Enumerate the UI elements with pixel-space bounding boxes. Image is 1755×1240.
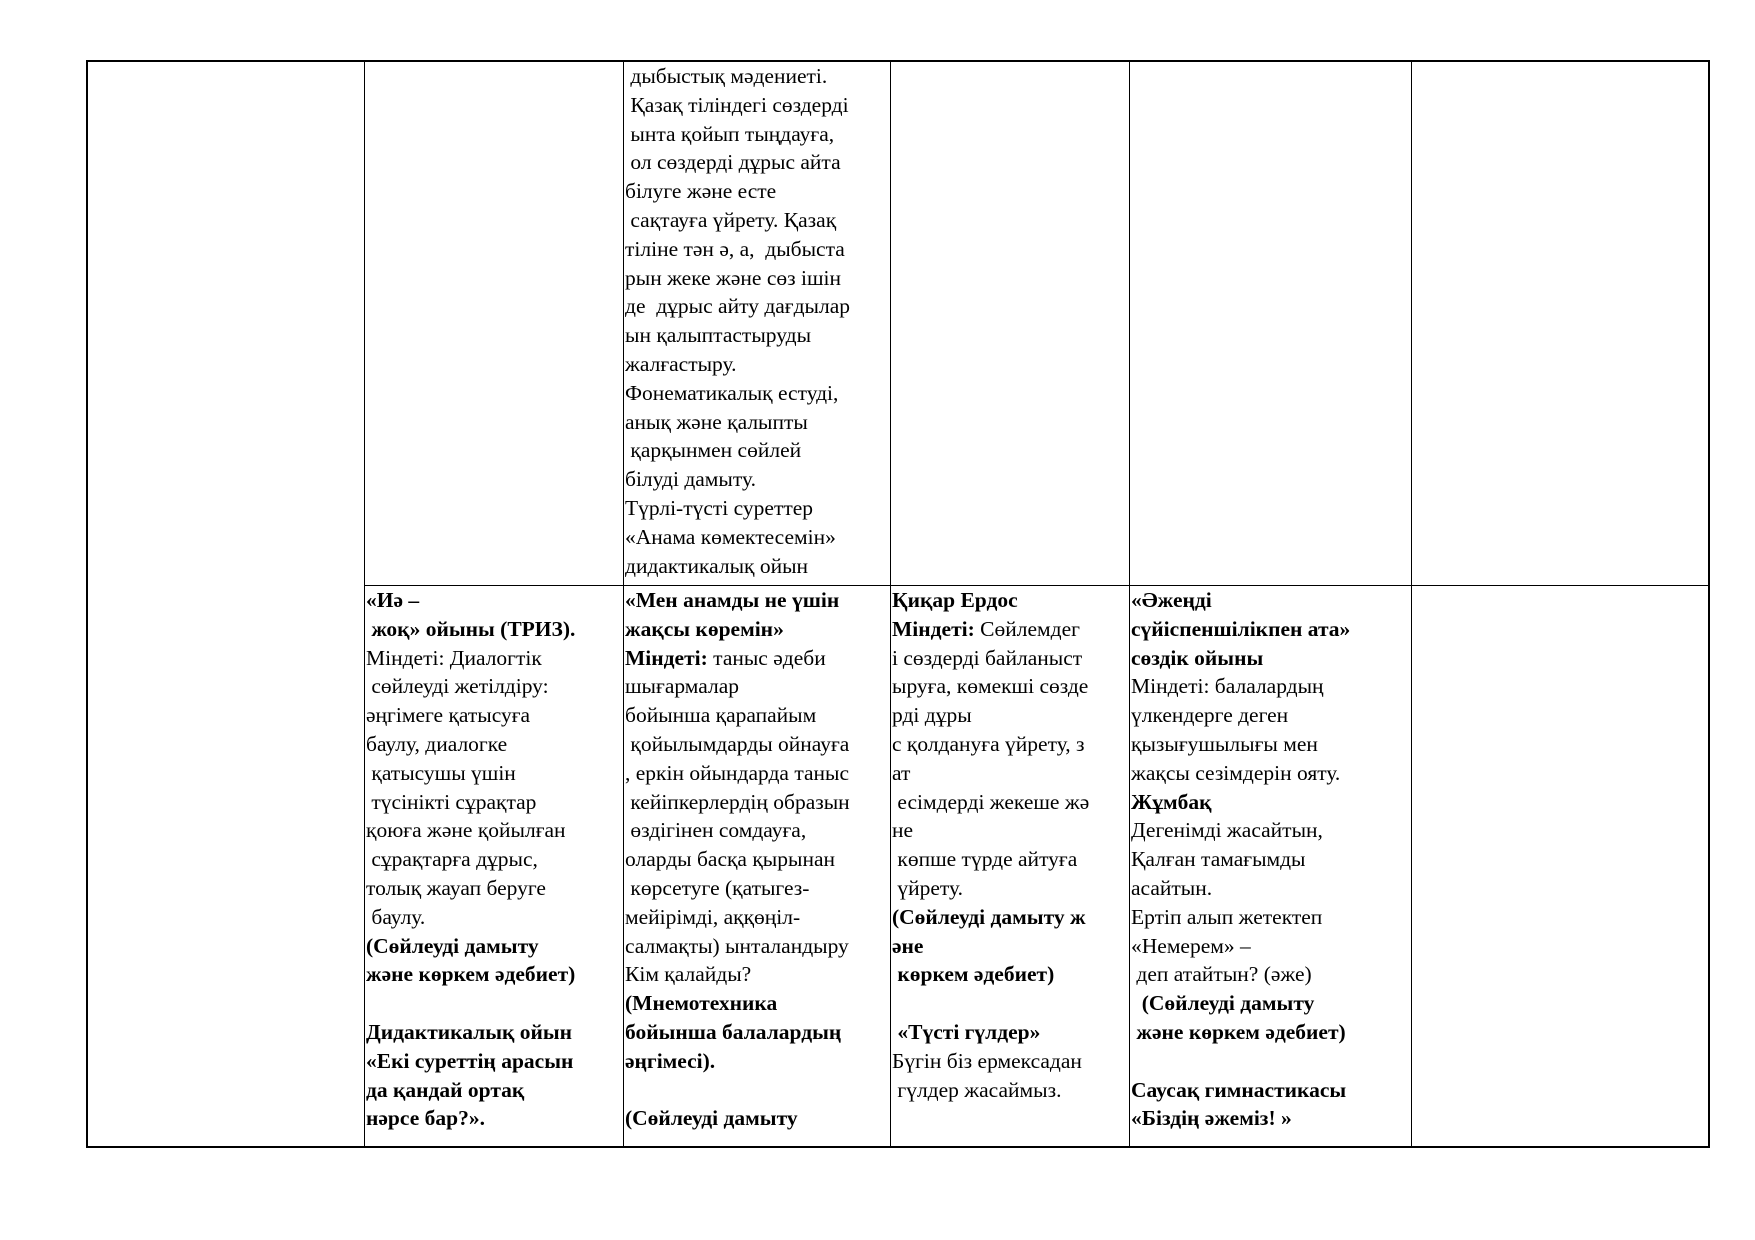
text-line [892, 1018, 1129, 1047]
text-line [892, 845, 1129, 874]
text-line [1131, 759, 1411, 788]
text: Қазақ тіліндегі сөздерді [625, 92, 849, 117]
text-line [1131, 903, 1411, 932]
bold-text: жоқ» ойыны (ТРИЗ). [366, 616, 576, 641]
text-line [892, 730, 1129, 759]
text: де дұрыс айту дағдылар [625, 294, 851, 319]
text-line [366, 1018, 623, 1047]
bold-text: (Сөйлеуді дамыту [366, 933, 539, 958]
text: Кім қалайды? [625, 962, 752, 987]
text-line [1131, 672, 1411, 701]
text-line [625, 350, 890, 379]
bold-text: «Біздің әжеміз! » [1131, 1106, 1292, 1131]
text: кейіпкерлердің образын [625, 789, 850, 814]
schedule-table [86, 60, 1710, 1148]
text-line [892, 586, 1129, 615]
text-line [625, 672, 890, 701]
text: жақсы сезімдерін ояту. [1131, 760, 1341, 785]
text: жалғастыру. [625, 351, 737, 376]
text: Фонематикалық естуді, [625, 380, 839, 405]
bold-text: нәрсе бар?». [366, 1106, 485, 1131]
text-line [366, 615, 623, 644]
table-right-border [1708, 60, 1710, 1148]
bold-text: (Сөйлеуді дамыту [625, 1106, 798, 1131]
text-line [366, 874, 623, 903]
text: , еркін ойындарда таныс [625, 760, 850, 785]
text-line [625, 615, 890, 644]
text: баулу. [366, 904, 426, 929]
row1-col5-cell [1130, 62, 1411, 585]
text-line [366, 730, 623, 759]
text-line [625, 874, 890, 903]
text: мейірімді, аққөңіл- [625, 904, 801, 929]
text: Түрлі-түсті суреттер [625, 495, 814, 520]
row1-col3-cell [625, 62, 890, 585]
text-line [1131, 932, 1411, 961]
text-line [625, 177, 890, 206]
text [892, 991, 897, 1015]
bold-text: Саусақ гимнастикасы [1131, 1077, 1347, 1102]
text-line [1131, 644, 1411, 673]
text-line [1131, 1018, 1411, 1047]
text-line [625, 586, 890, 615]
bold-text: «Түсті гүлдер» [892, 1019, 1041, 1044]
row2-col5-cell [1131, 586, 1411, 1146]
text-line [625, 960, 890, 989]
text-line [1131, 1076, 1411, 1105]
text: рді дұры [892, 703, 972, 728]
text-line [625, 1076, 890, 1105]
text-line [1131, 586, 1411, 615]
text: қарқынмен сөйлей [625, 438, 802, 463]
text-line [625, 235, 890, 264]
text: Міндеті: Диалогтік [366, 645, 542, 670]
text-line [892, 1047, 1129, 1076]
text-line [625, 644, 890, 673]
text: есімдерді жекеше жә [892, 789, 1090, 814]
text-line [366, 672, 623, 701]
bold-text: әңгімесі). [625, 1048, 716, 1073]
text: дыбыстық мәдениеті. [625, 64, 828, 88]
text-line [625, 730, 890, 759]
text-line [892, 989, 1129, 1018]
row1-col6-cell [1412, 62, 1708, 585]
text: Қалған тамағымды [1131, 847, 1306, 872]
text: үйрету. [892, 875, 964, 900]
text: ынта қойып тыңдауға, [625, 121, 835, 146]
text: Сөйлемдег [974, 616, 1080, 641]
text: көпше түрде айтуға [892, 847, 1078, 872]
text-line [625, 552, 890, 581]
text: қоюға және қойылған [366, 818, 566, 843]
text: түсінікті сұрақтар [366, 789, 537, 814]
bold-text: Міндеті: [892, 616, 975, 641]
text-line [366, 759, 623, 788]
text-line [625, 1104, 890, 1133]
text: сақтауға үйрету. Қазақ [625, 207, 837, 232]
text-line [625, 148, 890, 177]
text-line [892, 903, 1129, 932]
bold-text: да қандай ортақ [366, 1077, 525, 1102]
text-line [366, 816, 623, 845]
text: ол сөздерді дұрыс айта [625, 150, 841, 175]
text-line [625, 816, 890, 845]
text [1131, 1049, 1136, 1073]
text-line [366, 903, 623, 932]
text-line [892, 615, 1129, 644]
bold-text: көркем әдебиет) [892, 962, 1055, 987]
bold-text: Жұмбақ [1131, 789, 1212, 814]
text-line [1131, 788, 1411, 817]
text: білуді дамыту. [625, 467, 756, 492]
text: «Анама көмектесемін» [625, 524, 836, 549]
text: Міндеті: балалардың [1131, 674, 1324, 699]
text-line [625, 120, 890, 149]
text: қызығушылығы мен [1131, 731, 1318, 756]
text-line [625, 494, 890, 523]
text-line [625, 932, 890, 961]
text: сөйлеуді жетілдіру: [366, 674, 549, 699]
text: қатысушы үшін [366, 760, 516, 785]
text-line [366, 644, 623, 673]
text: ат [892, 760, 911, 785]
text-line [1131, 701, 1411, 730]
text-line [625, 989, 890, 1018]
text: рын жеке және сөз ішін [625, 265, 842, 290]
text-line [625, 845, 890, 874]
text-line [366, 989, 623, 1018]
text [625, 1078, 630, 1102]
text-line [1131, 730, 1411, 759]
text-line [625, 408, 890, 437]
text-line [892, 1076, 1129, 1105]
text-line [1131, 816, 1411, 845]
text-line [625, 264, 890, 293]
text-line [625, 788, 890, 817]
text-line [625, 321, 890, 350]
text-line [625, 379, 890, 408]
text-line [366, 960, 623, 989]
text-line [892, 759, 1129, 788]
bold-text: «Екі суреттің арасын [366, 1048, 574, 1073]
text: Бүгін біз ермексадан [892, 1048, 1082, 1073]
text-line [625, 523, 890, 552]
text: Ертіп алып жетектеп [1131, 904, 1323, 929]
row1-col4-cell [891, 62, 1129, 585]
text: шығармалар [625, 674, 739, 699]
bold-text: бойынша балалардың [625, 1019, 842, 1044]
text: оларды басқа қырынан [625, 847, 835, 872]
text-line [892, 932, 1129, 961]
text: салмақты) ынталандыру [625, 933, 849, 958]
text: таныс әдеби [707, 645, 826, 670]
text: баулу, диалогке [366, 731, 508, 756]
text-line [625, 701, 890, 730]
text: анық және қалыпты [625, 409, 808, 434]
text: не [892, 818, 914, 843]
row2-col3-cell [625, 586, 890, 1146]
row2-col6-cell [1412, 586, 1708, 1146]
text-line [625, 292, 890, 321]
text: деп атайтын? (әже) [1131, 962, 1312, 987]
text-line [892, 788, 1129, 817]
column-divider-2 [623, 60, 624, 1148]
bold-text: Міндеті: [625, 645, 708, 670]
bold-text: сүйіспеншілікпен ата» [1131, 616, 1351, 641]
row2-col2-cell [366, 586, 623, 1146]
bold-text: Дидактикалық ойын [366, 1019, 573, 1044]
text: Дегенімді жасайтын, [1131, 818, 1323, 843]
text: көрсетуге (қатыгез- [625, 875, 810, 900]
text-line [625, 903, 890, 932]
bold-text: «Иә – [366, 588, 420, 612]
text: і сөздерді байланыст [892, 645, 1083, 670]
bold-text: жақсы көремін» [625, 616, 784, 641]
row2-col4-cell [892, 586, 1129, 1146]
bold-text: сөздік ойыны [1131, 645, 1264, 670]
text-line [625, 1047, 890, 1076]
bold-text: «Әжеңді [1131, 588, 1212, 612]
text: асайтын. [1131, 875, 1213, 900]
text-line [1131, 989, 1411, 1018]
text: қойылымдарды ойнауға [625, 731, 850, 756]
text: дидактикалық ойын [625, 553, 809, 578]
text: әңгімеге қатысуға [366, 703, 531, 728]
text: үлкендерге деген [1131, 703, 1289, 728]
text-line [1131, 845, 1411, 874]
text-line [625, 436, 890, 465]
text-line [1131, 960, 1411, 989]
text-line [366, 932, 623, 961]
text-line [892, 960, 1129, 989]
text: толық жауап беруге [366, 875, 546, 900]
text: гүлдер жасаймыз. [892, 1077, 1062, 1102]
text-line [892, 644, 1129, 673]
row1-col2-cell [365, 62, 623, 585]
bold-text: әне [892, 933, 924, 958]
text-line [366, 788, 623, 817]
text: ын қалыптастыруды [625, 323, 812, 348]
text-line [625, 206, 890, 235]
table-bottom-border [86, 1146, 1710, 1148]
text [366, 991, 371, 1015]
text: өздігінен сомдауға, [625, 818, 807, 843]
bold-text: (Мнемотехника [625, 991, 778, 1016]
text-line [625, 1018, 890, 1047]
text-line [366, 1047, 623, 1076]
bold-text: (Сөйлеуді дамыту ж [892, 904, 1086, 929]
text-line [625, 465, 890, 494]
text: бойынша қарапайым [625, 703, 817, 728]
text-line [366, 586, 623, 615]
text-line [1131, 615, 1411, 644]
text: ыруға, көмекші сөзде [892, 674, 1089, 699]
text-line [1131, 874, 1411, 903]
text-line [1131, 1047, 1411, 1076]
bold-text: және көркем әдебиет) [1131, 1019, 1346, 1044]
text: сұрақтарға дұрыс, [366, 847, 538, 872]
row1-col1-cell [88, 62, 364, 1146]
text-line [892, 672, 1129, 701]
text-line [1131, 1104, 1411, 1133]
text-line [892, 874, 1129, 903]
text-line [625, 91, 890, 120]
text-line [892, 701, 1129, 730]
text: тіліне тән ә, а, дыбыста [625, 236, 845, 261]
text-line [625, 759, 890, 788]
text: «Немерем» – [1131, 933, 1251, 958]
text: с қолдануға үйрету, з [892, 731, 1085, 756]
bold-text: Қиқар Ердос [892, 588, 1018, 612]
text-line [366, 1076, 623, 1105]
bold-text: және көркем әдебиет) [366, 962, 576, 987]
text: білуге және есте [625, 179, 777, 204]
bold-text: «Мен анамды не үшін [625, 588, 840, 612]
text-line [366, 1104, 623, 1133]
text-line [625, 62, 890, 91]
bold-text: (Сөйлеуді дамыту [1131, 991, 1315, 1016]
text-line [892, 816, 1129, 845]
text-line [366, 701, 623, 730]
text-line [366, 845, 623, 874]
